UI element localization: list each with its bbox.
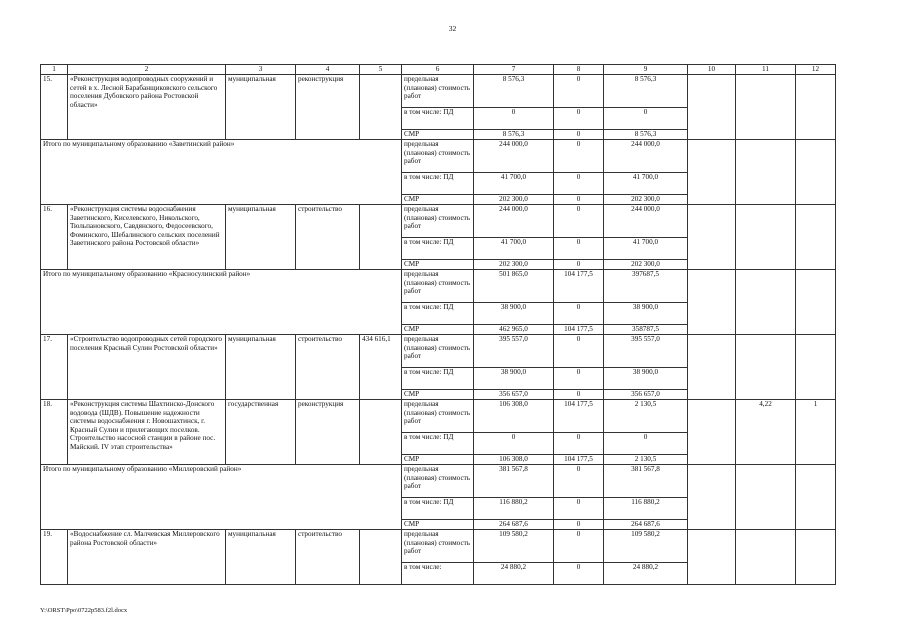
value-col11 [736, 75, 796, 140]
value-col11 [736, 465, 796, 530]
object-name: «Строительство водопроводных сетей городского поселения Красный Сулин Ростовской области» [68, 335, 226, 400]
value-col8: 0 [554, 498, 604, 520]
value-col12 [796, 335, 836, 400]
value-col11 [736, 530, 796, 585]
capacity-value [360, 205, 402, 270]
value-col9: 244 000,0 [604, 205, 688, 238]
value-col8: 0 [554, 563, 604, 585]
column-number-11: 11 [736, 65, 796, 75]
column-number-2: 2 [68, 65, 226, 75]
column-number-9: 9 [604, 65, 688, 75]
value-col7: 109 580,2 [474, 530, 554, 563]
cost-category-label: предельная (плановая) стоимость работ [402, 400, 474, 433]
object-name: «Водоснабжение сл. Малчевская Миллеровского района Ростовской области» [68, 530, 226, 585]
value-col7: 41 700,0 [474, 238, 554, 260]
cost-category-label: предельная (плановая) стоимость работ [402, 205, 474, 238]
value-col7: 116 880,2 [474, 498, 554, 520]
value-col7: 381 567,8 [474, 465, 554, 498]
capacity-value [360, 75, 402, 140]
object-row [41, 335, 836, 368]
cost-category-label: в том числе: [402, 563, 474, 585]
value-col11 [736, 140, 796, 205]
value-col7: 501 865,0 [474, 270, 554, 303]
object-name: «Реконструкция водопроводных сооружений и сетей в х. Лесной Барабанщиковского сельского поселения Дубовского района Ростовской области» [68, 75, 226, 140]
total-label: Итого по муниципальному образованию «Заветинский район» [41, 140, 402, 205]
cost-category-label: в том числе: ПД [402, 498, 474, 520]
value-col9: 2 130,5 [604, 455, 688, 465]
capacity-value: 434 616,1 [360, 335, 402, 400]
value-col9: 202 300,0 [604, 260, 688, 270]
value-col8: 0 [554, 108, 604, 130]
value-col9: 41 700,0 [604, 173, 688, 195]
cost-category-label: в том числе: ПД [402, 238, 474, 260]
value-col8: 0 [554, 140, 604, 173]
cost-category-label: в том числе: ПД [402, 303, 474, 325]
value-col8: 0 [554, 433, 604, 455]
cost-category-label: в том числе: ПД [402, 433, 474, 455]
ownership-form: муниципальная [226, 335, 296, 400]
investment-table [40, 64, 836, 585]
row-number: 16. [41, 205, 68, 270]
value-col8: 0 [554, 195, 604, 205]
value-col9: 395 557,0 [604, 335, 688, 368]
value-col12: 1 [796, 400, 836, 465]
capacity-value [360, 530, 402, 585]
value-col11: 4,22 [736, 400, 796, 465]
value-col9: 41 700,0 [604, 238, 688, 260]
value-col7: 38 900,0 [474, 303, 554, 325]
value-col9: 8 576,3 [604, 130, 688, 140]
work-type: строительство [296, 335, 360, 400]
column-number-8: 8 [554, 65, 604, 75]
value-col9: 0 [604, 108, 688, 130]
total-label: Итого по муниципальному образованию «Миллеровский район» [41, 465, 402, 530]
value-col10 [688, 205, 736, 270]
column-header-row [41, 65, 836, 75]
value-col12 [796, 465, 836, 530]
cost-category-label: СМР [402, 195, 474, 205]
value-col12 [796, 75, 836, 140]
value-col8: 0 [554, 173, 604, 195]
total-row [41, 140, 836, 173]
column-number-12: 12 [796, 65, 836, 75]
value-col7: 24 880,2 [474, 563, 554, 585]
value-col12 [796, 140, 836, 205]
cost-category-label: СМР [402, 130, 474, 140]
cost-category-label: СМР [402, 455, 474, 465]
value-col8: 0 [554, 390, 604, 400]
row-number: 19. [41, 530, 68, 585]
value-col9: 358787,5 [604, 325, 688, 335]
cost-category-label: в том числе: ПД [402, 108, 474, 130]
value-col7: 8 576,3 [474, 75, 554, 108]
work-type: реконструкция [296, 400, 360, 465]
value-col7: 264 687,6 [474, 520, 554, 530]
total-row [41, 465, 836, 498]
value-col9: 8 576,3 [604, 75, 688, 108]
value-col8: 0 [554, 303, 604, 325]
value-col7: 38 900,0 [474, 368, 554, 390]
value-col10 [688, 400, 736, 465]
work-type: реконструкция [296, 75, 360, 140]
object-row [41, 205, 836, 238]
column-number-1: 1 [41, 65, 68, 75]
object-row [41, 530, 836, 563]
value-col8: 104 177,5 [554, 455, 604, 465]
value-col7: 41 700,0 [474, 173, 554, 195]
value-col9: 38 900,0 [604, 303, 688, 325]
value-col9: 38 900,0 [604, 368, 688, 390]
row-number: 17. [41, 335, 68, 400]
value-col9: 202 300,0 [604, 195, 688, 205]
value-col7: 106 308,0 [474, 455, 554, 465]
column-number-6: 6 [402, 65, 474, 75]
value-col7: 106 308,0 [474, 400, 554, 433]
column-number-4: 4 [296, 65, 360, 75]
value-col8: 104 177,5 [554, 270, 604, 303]
value-col10 [688, 465, 736, 530]
total-label: Итого по муниципальному образованию «Красносулинский район» [41, 270, 402, 335]
value-col12 [796, 205, 836, 270]
value-col7: 202 300,0 [474, 260, 554, 270]
page-number: 32 [448, 24, 457, 33]
value-col9: 264 687,6 [604, 520, 688, 530]
value-col9: 397687,5 [604, 270, 688, 303]
value-col8: 0 [554, 205, 604, 238]
work-type: строительство [296, 205, 360, 270]
cost-category-label: предельная (плановая) стоимость работ [402, 140, 474, 173]
value-col9: 381 567,8 [604, 465, 688, 498]
cost-category-label: предельная (плановая) стоимость работ [402, 530, 474, 563]
value-col7: 395 557,0 [474, 335, 554, 368]
value-col7: 0 [474, 108, 554, 130]
ownership-form: муниципальная [226, 75, 296, 140]
value-col8: 0 [554, 335, 604, 368]
value-col10 [688, 335, 736, 400]
object-name: «Реконструкция системы водоснабжения Заветинского, Киселевского, Никольского, Тюльпановского, Савдянского, Федосеевского, Фоминского, Шебалинского сельских поселений Заветинского района Ростовской области» [68, 205, 226, 270]
total-row [41, 270, 836, 303]
value-col11 [736, 205, 796, 270]
value-col8: 104 177,5 [554, 325, 604, 335]
value-col8: 0 [554, 75, 604, 108]
value-col9: 2 130,5 [604, 400, 688, 433]
row-number: 15. [41, 75, 68, 140]
value-col7: 462 965,0 [474, 325, 554, 335]
cost-category-label: СМР [402, 390, 474, 400]
cost-category-label: СМР [402, 325, 474, 335]
cost-category-label: в том числе: ПД [402, 173, 474, 195]
value-col10 [688, 140, 736, 205]
value-col9: 24 880,2 [604, 563, 688, 585]
value-col9: 109 580,2 [604, 530, 688, 563]
value-col8: 0 [554, 260, 604, 270]
value-col10 [688, 75, 736, 140]
value-col8: 0 [554, 368, 604, 390]
capacity-value [360, 400, 402, 465]
value-col9: 244 000,0 [604, 140, 688, 173]
value-col8: 0 [554, 530, 604, 563]
value-col8: 0 [554, 465, 604, 498]
column-number-10: 10 [688, 65, 736, 75]
ownership-form: муниципальная [226, 205, 296, 270]
object-row [41, 400, 836, 433]
cost-category-label: СМР [402, 260, 474, 270]
column-number-3: 3 [226, 65, 296, 75]
value-col8: 104 177,5 [554, 400, 604, 433]
column-number-7: 7 [474, 65, 554, 75]
work-type: строительство [296, 530, 360, 585]
object-name: «Реконструкция системы Шахтинско-Донского водовода (ШДВ). Повышение надежности системы водоснабжения г. Новошахтинск, г. Красный Сулин и прилегающих поселков. Строительство насосной станции в районе пос. Майский. IV этап строительства» [68, 400, 226, 465]
value-col12 [796, 530, 836, 585]
value-col9: 116 880,2 [604, 498, 688, 520]
value-col7: 244 000,0 [474, 140, 554, 173]
value-col7: 8 576,3 [474, 130, 554, 140]
value-col8: 0 [554, 520, 604, 530]
value-col9: 356 657,0 [604, 390, 688, 400]
value-col12 [796, 270, 836, 335]
cost-category-label: предельная (плановая) стоимость работ [402, 75, 474, 108]
row-number: 18. [41, 400, 68, 465]
cost-category-label: в том числе: ПД [402, 368, 474, 390]
cost-category-label: предельная (плановая) стоимость работ [402, 465, 474, 498]
value-col11 [736, 270, 796, 335]
ownership-form: государственная [226, 400, 296, 465]
value-col8: 0 [554, 238, 604, 260]
file-path-footer: Y:\ORST\Ppo\0722p583.f2l.docx [40, 607, 128, 614]
value-col7: 0 [474, 433, 554, 455]
value-col8: 0 [554, 130, 604, 140]
value-col7: 356 657,0 [474, 390, 554, 400]
value-col11 [736, 335, 796, 400]
object-row [41, 75, 836, 108]
cost-category-label: предельная (плановая) стоимость работ [402, 335, 474, 368]
value-col7: 202 300,0 [474, 195, 554, 205]
cost-category-label: предельная (плановая) стоимость работ [402, 270, 474, 303]
ownership-form: муниципальная [226, 530, 296, 585]
value-col9: 0 [604, 433, 688, 455]
value-col7: 244 000,0 [474, 205, 554, 238]
column-number-5: 5 [360, 65, 402, 75]
cost-category-label: СМР [402, 520, 474, 530]
value-col10 [688, 270, 736, 335]
value-col10 [688, 530, 736, 585]
